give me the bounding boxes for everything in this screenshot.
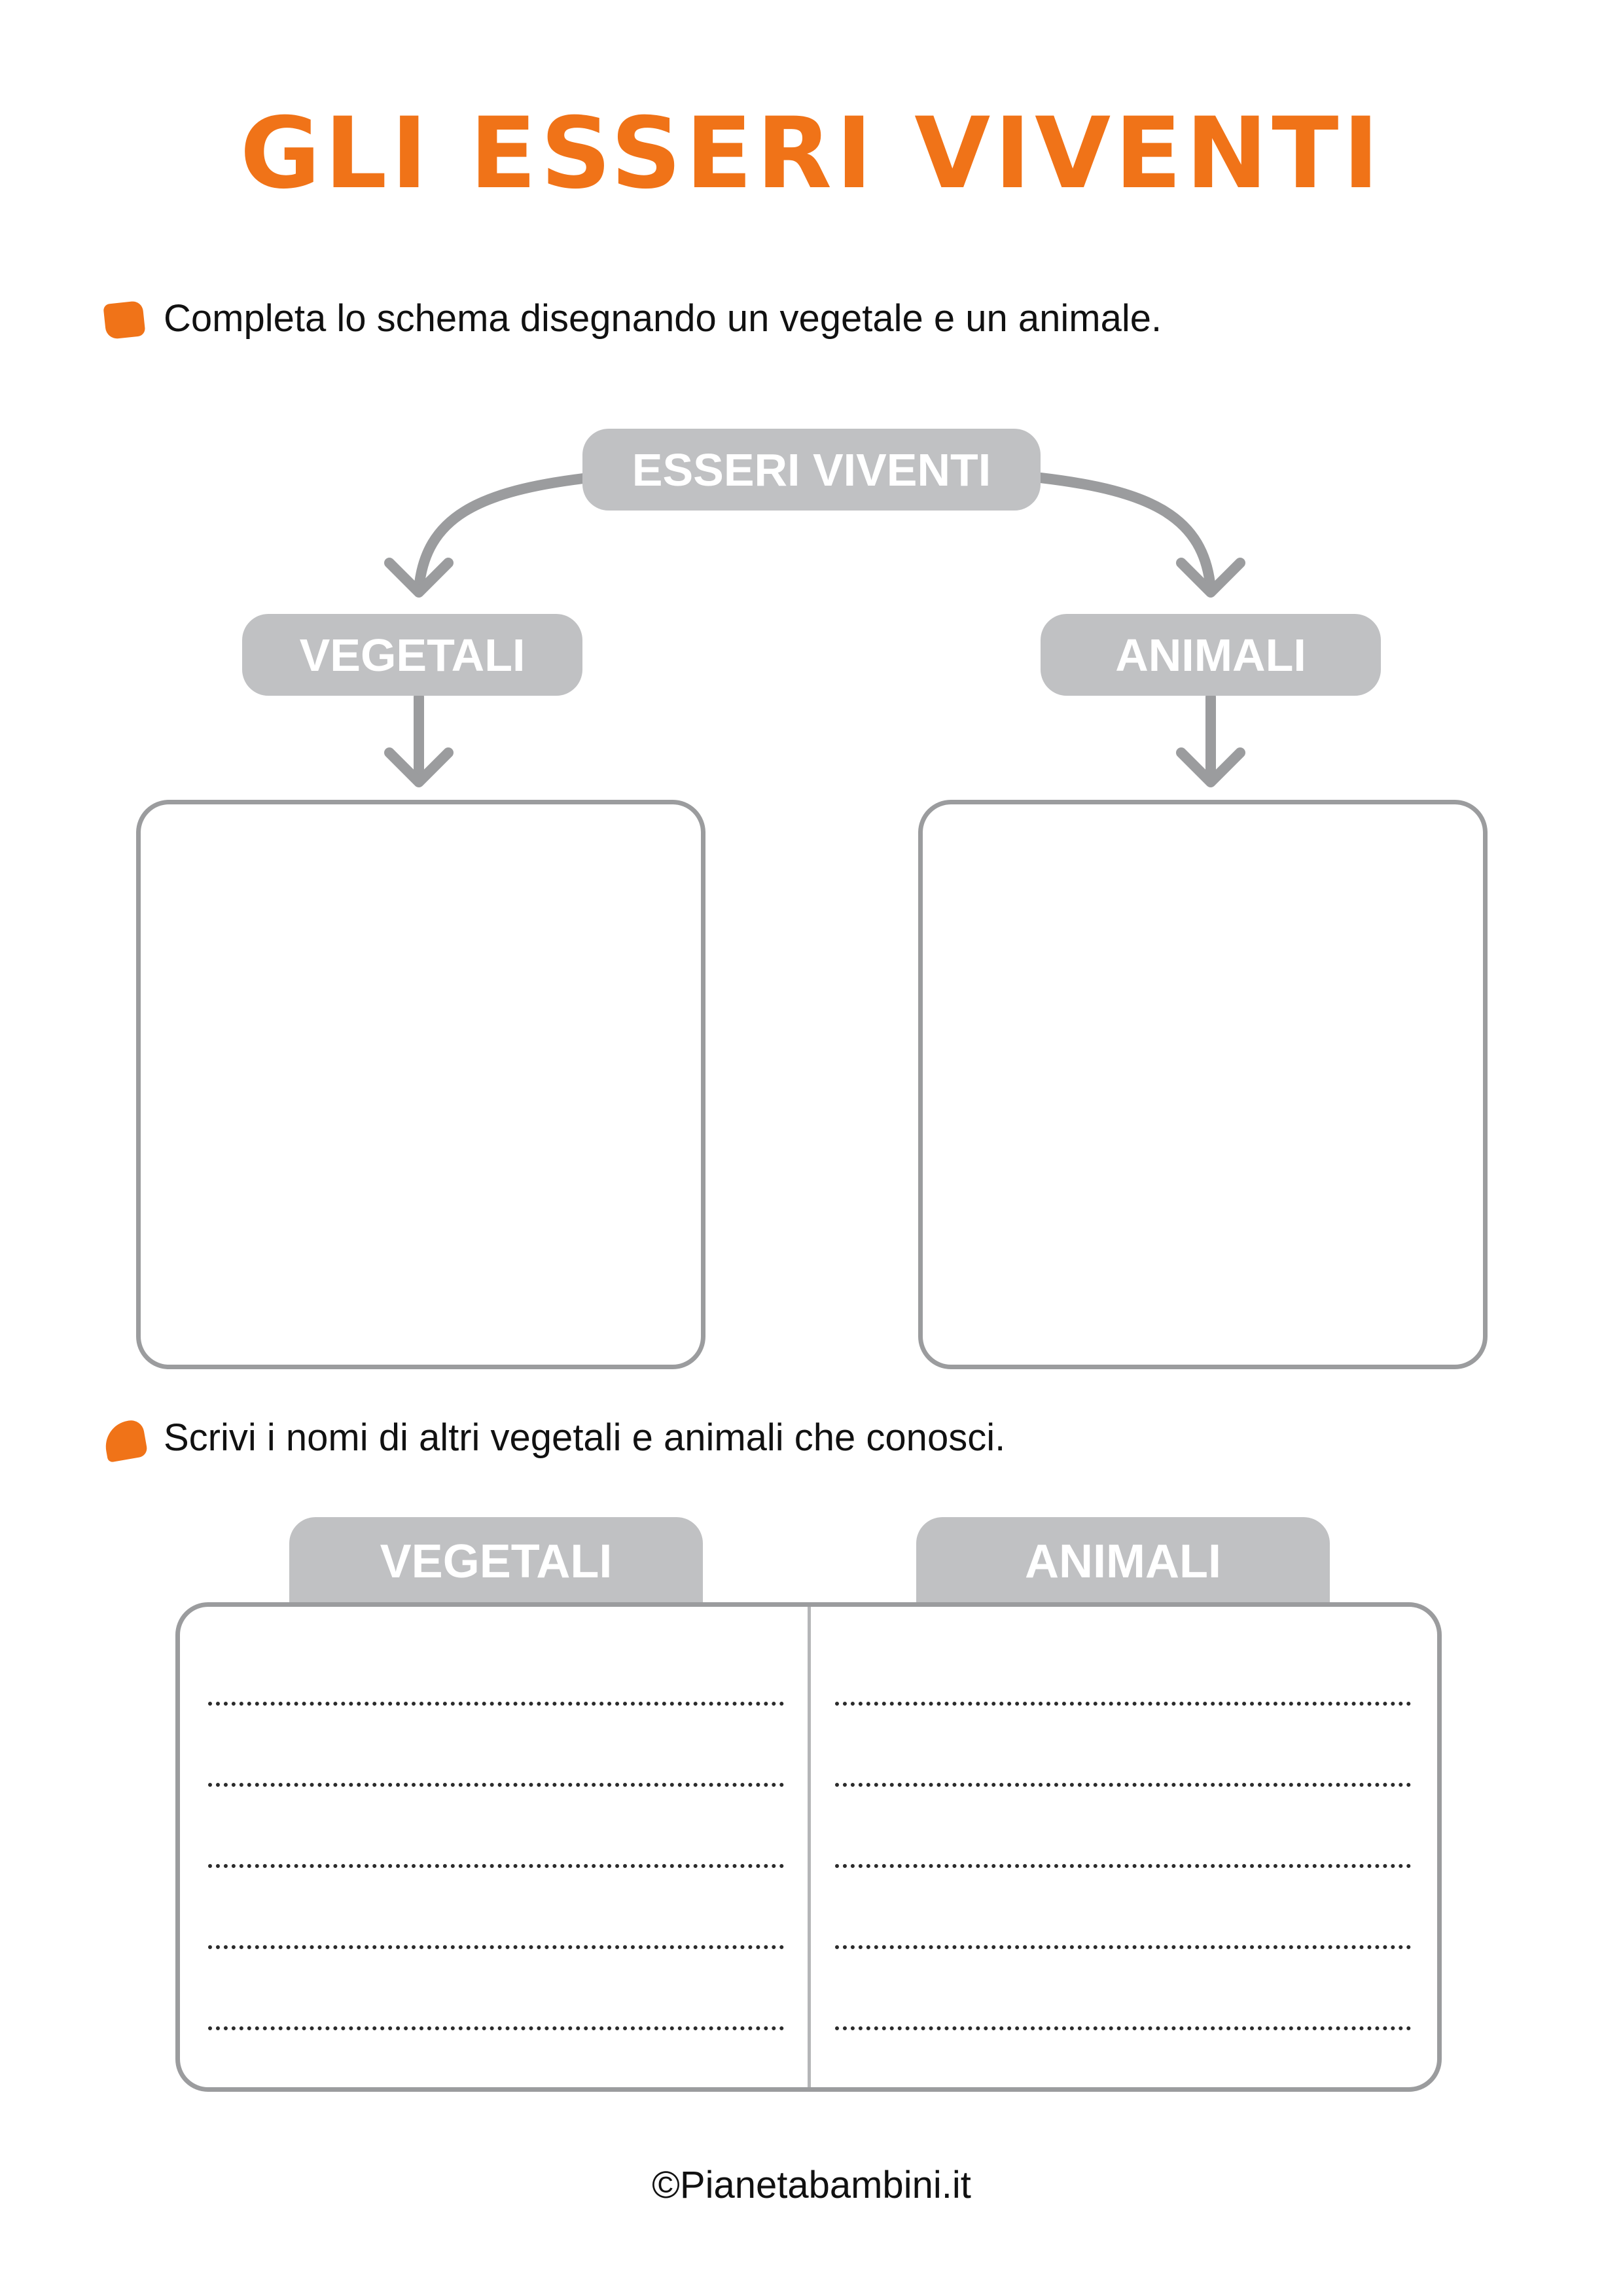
write-line-vegetali-3[interactable] (208, 1864, 784, 1868)
orange-bullet-icon-2 (101, 1418, 148, 1463)
footer-copyright: ©Pianetabambini.it (652, 2164, 971, 2206)
write-line-vegetali-4[interactable] (208, 1945, 784, 1949)
pill-vegetali: VEGETALI (242, 614, 582, 696)
table-divider (808, 1607, 811, 2087)
drawing-box-animale[interactable] (918, 800, 1488, 1369)
write-line-animali-3[interactable] (835, 1864, 1411, 1868)
instruction-write: Scrivi i nomi di altri vegetali e animali che conosci. (164, 1416, 1006, 1459)
write-line-vegetali-1[interactable] (208, 1702, 784, 1706)
tab-header-animali: ANIMALI (916, 1517, 1330, 1605)
tab-header-vegetali: VEGETALI (289, 1517, 703, 1605)
instruction-draw: Completa lo schema disegnando un vegetale e un animale. (164, 297, 1162, 340)
diagram-arrows (0, 0, 1623, 818)
pill-animali: ANIMALI (1041, 614, 1381, 696)
page-title: GLI ESSERI VIVENTI (240, 97, 1383, 211)
write-line-animali-1[interactable] (835, 1702, 1411, 1706)
write-line-animali-5[interactable] (835, 2026, 1411, 2030)
write-line-vegetali-2[interactable] (208, 1783, 784, 1787)
write-line-vegetali-5[interactable] (208, 2026, 784, 2030)
write-line-animali-4[interactable] (835, 1945, 1411, 1949)
drawing-box-vegetale[interactable] (136, 800, 705, 1369)
write-line-animali-2[interactable] (835, 1783, 1411, 1787)
pill-esseri-viventi: ESSERI VIVENTI (582, 429, 1041, 511)
